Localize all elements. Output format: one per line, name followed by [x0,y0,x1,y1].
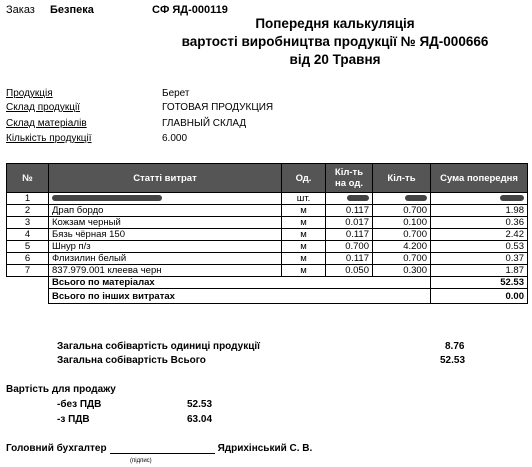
row-qty: 0.700 [373,205,431,217]
sale-no-vat-label: -без ПДВ [57,399,102,410]
row-unit: м [282,217,326,229]
table-row [7,241,528,253]
sale-vat-value: 63.04 [187,414,213,425]
total-materials-row [7,277,528,289]
info-label-product: Продукція [6,88,53,99]
accountant-signature-line [6,443,312,454]
doc-title-line2: вартості виробництва продукції № ЯД-000666 [181,34,489,49]
info-value-materials-warehouse: ГЛАВНЫЙ СКЛАД [162,118,247,129]
info-label-product-warehouse: Склад продукції [6,102,80,113]
col-header-number: № [7,164,49,193]
row-name-redacted [49,193,282,205]
total-other-spacer [7,289,49,304]
row-qty: 0.100 [373,217,431,229]
row-sum-redacted [431,193,528,205]
sale-no-vat-value: 52.53 [187,399,213,410]
doc-title-line1: Попередня калькуляція [255,16,415,31]
total-other-row [7,289,528,304]
accountant-label: Головний бухгалтер [6,443,107,454]
table-header-row [7,164,528,193]
doc-title-line3: від 20 Травня [289,52,381,67]
unit-cost-label: Загальна собівартість одиниці продукції [57,341,260,352]
col-header-qty: Кіл-ть [373,164,431,193]
row-sum: 0.36 [431,217,528,229]
total-other-label: Всього по інших витратах [49,289,431,304]
row-qty-redacted [373,193,431,205]
row-sum: 1.87 [431,265,528,277]
row-name: Бязь чёрная 150 [49,229,282,241]
client-name: Безпека [50,4,94,16]
row-number: 7 [7,265,49,277]
sale-vat-label: -з ПДВ [57,414,90,425]
row-qty: 0.700 [373,253,431,265]
total-other-value: 0.00 [431,289,528,304]
info-label-materials-warehouse: Склад матеріалів [6,118,87,129]
info-value-product-warehouse: ГОТОВАЯ ПРОДУКЦИЯ [162,102,274,113]
total-cost-value: 52.53 [440,355,466,366]
order-label: Заказ [6,4,35,16]
row-number: 5 [7,241,49,253]
row-sum: 0.37 [431,253,528,265]
row-qty: 0.300 [373,265,431,277]
total-materials-value: 52.53 [431,277,528,289]
row-qty-unit: 0.050 [326,265,373,277]
row-name: Флизилин белый [49,253,282,265]
invoice-number: СФ ЯД-000119 [152,4,228,16]
calculation-table [6,163,528,304]
col-header-cost-item: Статті витрат [49,164,282,193]
table-row [7,205,528,217]
accountant-name: Ядрихінський С. В. [217,443,313,454]
col-header-unit: Од. [282,164,326,193]
row-qty-unit: 0.117 [326,253,373,265]
row-sum: 0.53 [431,241,528,253]
total-cost-label: Загальна собівартість Всього [57,355,206,366]
col-header-sum: Сума попередня [431,164,528,193]
row-qty-unit: 0.017 [326,217,373,229]
col-header-qty-per-unit: Кіл-ть на од. [326,164,373,193]
row-qty: 4.200 [373,241,431,253]
row-number: 4 [7,229,49,241]
total-materials-spacer [7,277,49,289]
row-sum: 1.98 [431,205,528,217]
row-qty-unit: 0.117 [326,229,373,241]
row-number: 2 [7,205,49,217]
row-number: 3 [7,217,49,229]
row-unit: м [282,241,326,253]
row-name: Шнур п/з [49,241,282,253]
info-value-product: Берет [162,88,190,99]
sale-price-title: Вартість для продажу [6,384,116,395]
row-number: 1 [7,193,49,205]
row-unit: шт. [282,193,326,205]
row-number: 6 [7,253,49,265]
total-materials-label: Всього по матеріалах [49,277,431,289]
row-name: Кожзам черный [49,217,282,229]
row-name: 837.979.001 клеева черн [49,265,282,277]
row-unit: м [282,205,326,217]
row-unit: м [282,253,326,265]
signature-field [110,443,215,454]
info-label-quantity: Кількість продукції [6,133,92,144]
row-qty-unit-redacted [326,193,373,205]
table-row [7,217,528,229]
row-name: Драп бордо [49,205,282,217]
unit-cost-value: 8.76 [445,341,465,352]
row-qty: 0.700 [373,229,431,241]
signature-caption: (підпис) [130,458,152,464]
table-row [7,253,528,265]
row-qty-unit: 0.117 [326,205,373,217]
table-row [7,229,528,241]
info-value-quantity: 6.000 [162,133,188,144]
row-qty-unit: 0.700 [326,241,373,253]
table-row [7,265,528,277]
table-row [7,193,528,205]
row-unit: м [282,229,326,241]
row-sum: 2.42 [431,229,528,241]
row-unit: м [282,265,326,277]
